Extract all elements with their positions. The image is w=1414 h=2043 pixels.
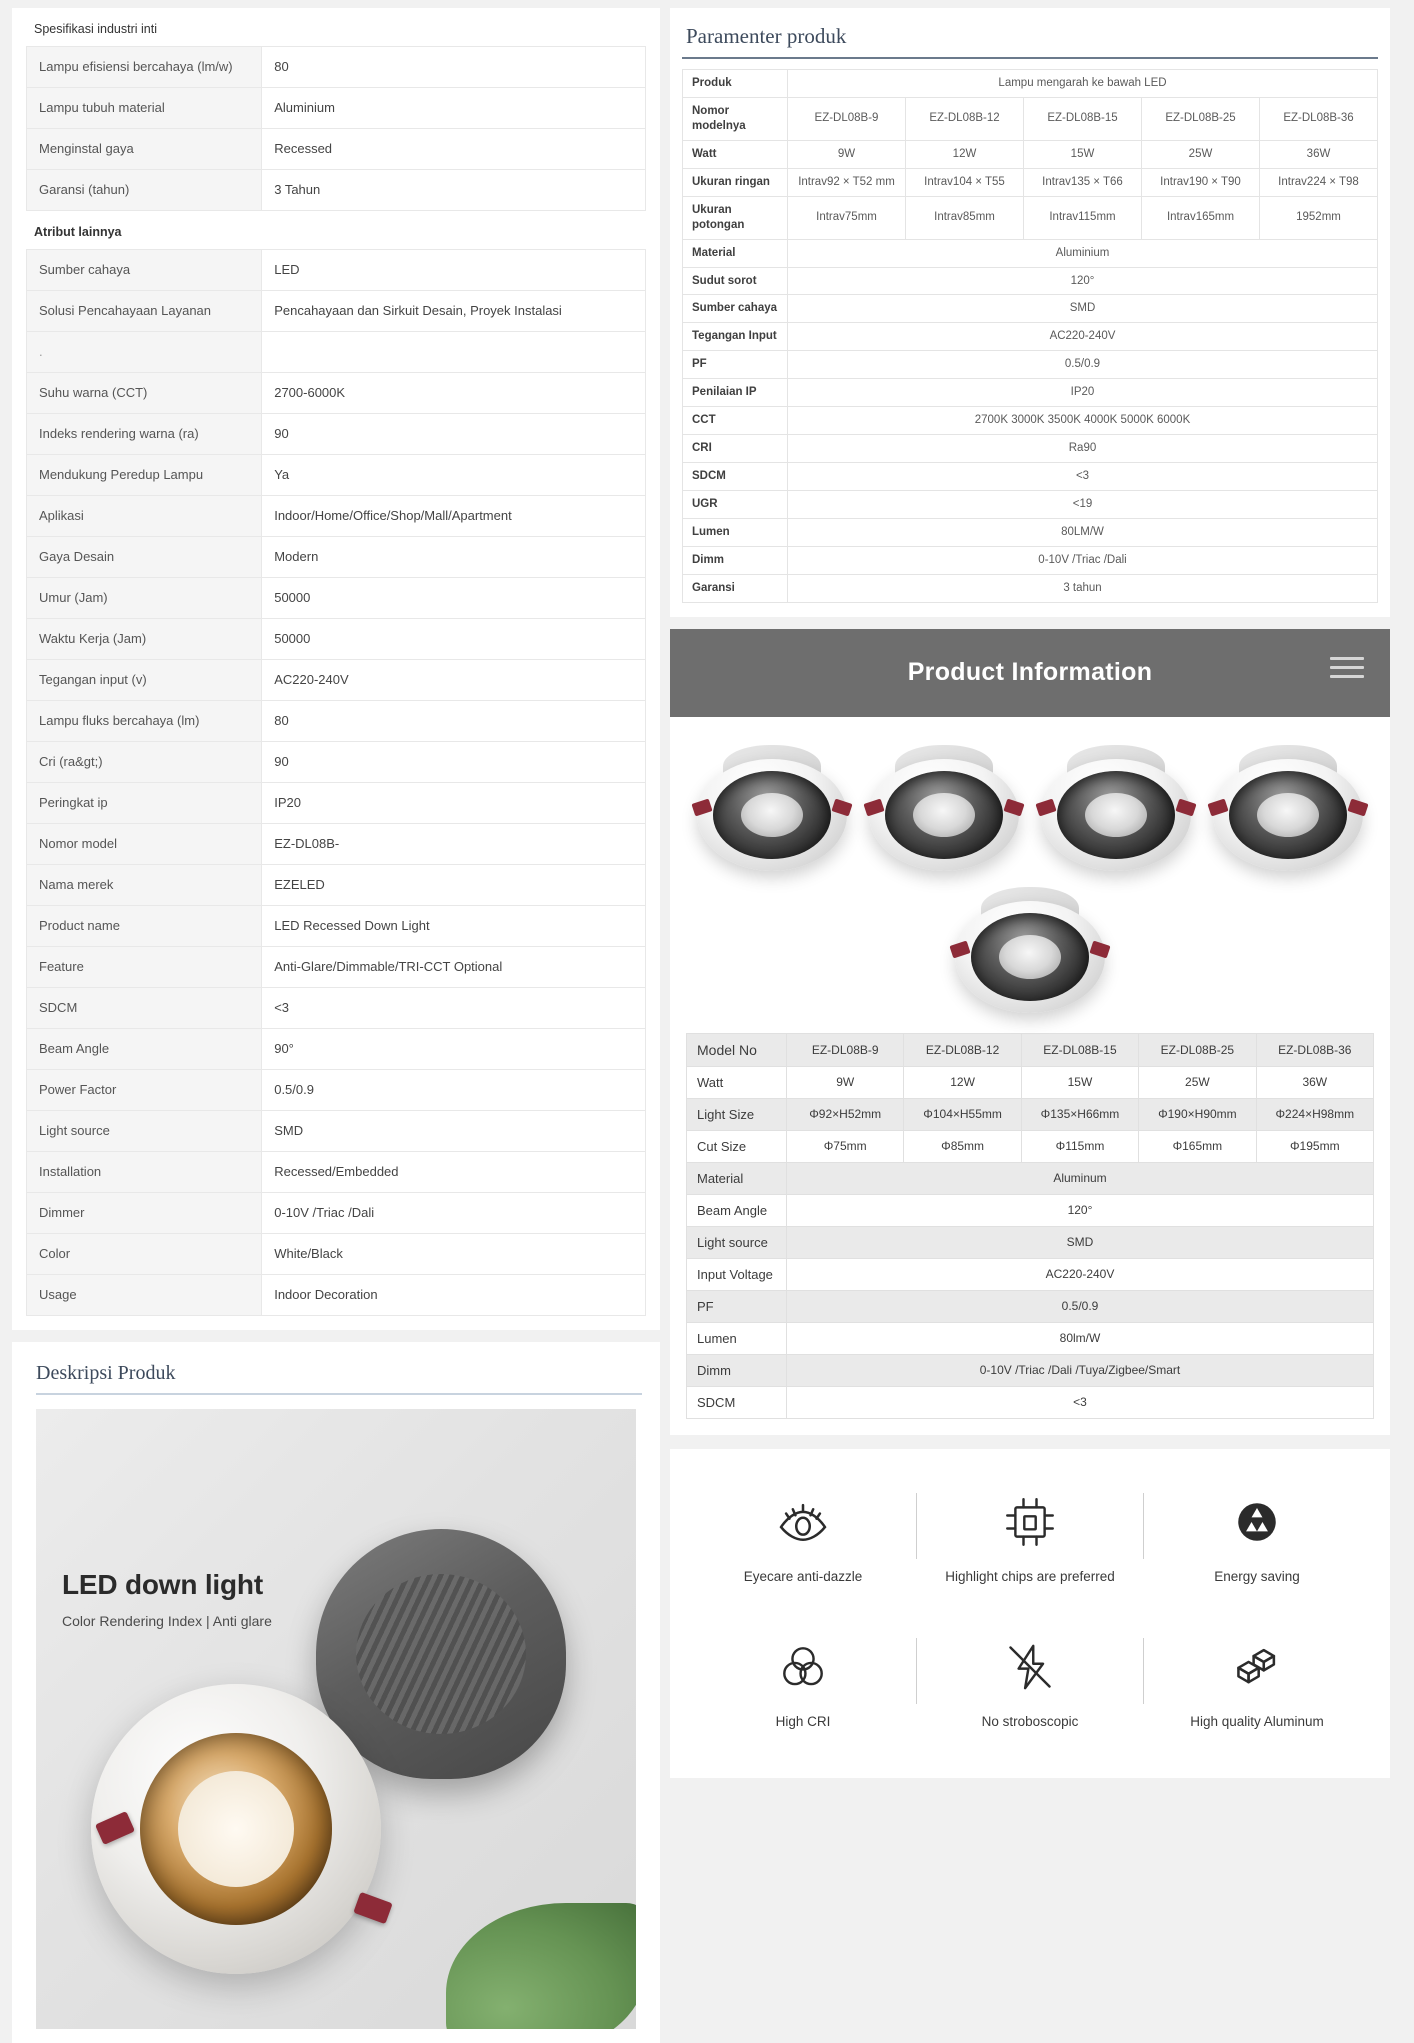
- table-row: [27, 496, 646, 537]
- parameter-divider: [682, 57, 1378, 59]
- color-circles-icon: [698, 1636, 908, 1698]
- spec-value: <3: [262, 988, 646, 1029]
- table-row: [27, 742, 646, 783]
- spec-key: Tegangan input (v): [27, 660, 262, 701]
- table-row: [27, 660, 646, 701]
- spec-key: .: [27, 332, 262, 373]
- spec-value: IP20: [262, 783, 646, 824]
- table-row: [27, 1275, 646, 1316]
- feature-item: [1144, 1636, 1370, 1732]
- table-row: [683, 267, 1378, 295]
- chip-icon: [925, 1491, 1135, 1553]
- spec-value: [262, 332, 646, 373]
- param-key: Dimm: [683, 546, 788, 574]
- param-value: 80LM/W: [788, 518, 1378, 546]
- table-row: [687, 1386, 1374, 1418]
- feature-label: No stroboscopic: [981, 1714, 1079, 1730]
- spec-value: EZ-DL08B-: [262, 824, 646, 865]
- product-information-card: [670, 629, 1390, 1435]
- param-value: 15W: [1024, 140, 1142, 168]
- spec-key: Waktu Kerja (Jam): [27, 619, 262, 660]
- spec-value: EZ-DL08B-12: [904, 1033, 1021, 1066]
- spec-value: Modern: [262, 537, 646, 578]
- spec-key: Nama merek: [27, 865, 262, 906]
- aluminum-blocks-icon: [1152, 1636, 1362, 1698]
- table-row: [683, 491, 1378, 519]
- param-value: Ra90: [788, 435, 1378, 463]
- spec-key: Input Voltage: [687, 1258, 787, 1290]
- table-row: [683, 70, 1378, 98]
- param-value: 0-10V /Triac /Dali: [788, 546, 1378, 574]
- spec-key: Material: [687, 1162, 787, 1194]
- table-row: [687, 1354, 1374, 1386]
- spec-value: Indoor Decoration: [262, 1275, 646, 1316]
- table-row: [687, 1033, 1374, 1066]
- spec-value: AC220-240V: [787, 1258, 1374, 1290]
- param-value: 2700K 3000K 3500K 4000K 5000K 6000K: [788, 407, 1378, 435]
- spec-key: Peringkat ip: [27, 783, 262, 824]
- feature-highlights-panel: [670, 1449, 1390, 1778]
- param-key: Tegangan Input: [683, 323, 788, 351]
- spec-value: Φ135×H66mm: [1021, 1098, 1138, 1130]
- parameter-card: [670, 8, 1390, 617]
- spec-value: Anti-Glare/Dimmable/TRI-CCT Optional: [262, 947, 646, 988]
- param-value: Lampu mengarah ke bawah LED: [788, 70, 1378, 98]
- spec-key: Suhu warna (CCT): [27, 373, 262, 414]
- spec-value: LED: [262, 250, 646, 291]
- spec-value: SMD: [262, 1111, 646, 1152]
- table-row: [683, 463, 1378, 491]
- param-value: AC220-240V: [788, 323, 1378, 351]
- param-value: Intrav92 × T52 mm: [788, 168, 906, 196]
- spec-value: EZ-DL08B-25: [1139, 1033, 1256, 1066]
- description-title: Deskripsi Produk: [36, 1362, 176, 1384]
- table-row: [687, 1194, 1374, 1226]
- param-value: 12W: [906, 140, 1024, 168]
- param-value: EZ-DL08B-25: [1142, 97, 1260, 140]
- spec-key: Dimm: [687, 1354, 787, 1386]
- param-key: Sudut sorot: [683, 267, 788, 295]
- param-key: Ukuran potongan: [683, 196, 788, 239]
- param-key: Garansi: [683, 574, 788, 602]
- spec-value: 80: [262, 47, 646, 88]
- spec-value: 90: [262, 742, 646, 783]
- param-key: UGR: [683, 491, 788, 519]
- feature-item: [690, 1491, 916, 1587]
- table-row: [27, 88, 646, 129]
- table-row: [27, 170, 646, 211]
- downlight-photo: [955, 887, 1105, 1015]
- spec-key: Sumber cahaya: [27, 250, 262, 291]
- table-row: [27, 701, 646, 742]
- left-column: [0, 0, 660, 2043]
- feature-item: [1144, 1491, 1370, 1587]
- param-key: Watt: [683, 140, 788, 168]
- table-row: [27, 332, 646, 373]
- table-row: [27, 1111, 646, 1152]
- specifications-panel: [12, 8, 660, 1330]
- table-row: [683, 435, 1378, 463]
- param-value: EZ-DL08B-15: [1024, 97, 1142, 140]
- spec-key: Cut Size: [687, 1130, 787, 1162]
- feature-label: High CRI: [775, 1714, 831, 1730]
- param-value: 120°: [788, 267, 1378, 295]
- spec-value: AC220-240V: [262, 660, 646, 701]
- core-spec-title: Spesifikasi industri inti: [34, 22, 157, 36]
- table-row: [683, 574, 1378, 602]
- param-key: PF: [683, 351, 788, 379]
- table-row: [687, 1226, 1374, 1258]
- table-row: [27, 414, 646, 455]
- param-value: Intrav115mm: [1024, 196, 1142, 239]
- param-value: 36W: [1260, 140, 1378, 168]
- table-row: [683, 196, 1378, 239]
- table-row: [683, 518, 1378, 546]
- spec-key: Light Size: [687, 1098, 787, 1130]
- spec-value: 0.5/0.9: [262, 1070, 646, 1111]
- spec-value: EZ-DL08B-9: [787, 1033, 904, 1066]
- spec-key: Cri (ra&gt;): [27, 742, 262, 783]
- table-row: [683, 97, 1378, 140]
- table-row: [27, 619, 646, 660]
- spec-key: Umur (Jam): [27, 578, 262, 619]
- table-row: [27, 1070, 646, 1111]
- param-value: IP20: [788, 379, 1378, 407]
- spec-key: Mendukung Peredup Lampu: [27, 455, 262, 496]
- table-row: [27, 373, 646, 414]
- spec-value: 50000: [262, 578, 646, 619]
- spec-value: 80: [262, 701, 646, 742]
- table-row: [687, 1130, 1374, 1162]
- description-divider: [36, 1393, 642, 1395]
- param-value: Intrav165mm: [1142, 196, 1260, 239]
- table-row: [27, 1234, 646, 1275]
- spec-key: Aplikasi: [27, 496, 262, 537]
- param-value: Intrav75mm: [788, 196, 906, 239]
- table-row: [27, 824, 646, 865]
- spec-value: 120°: [787, 1194, 1374, 1226]
- param-key: Ukuran ringan: [683, 168, 788, 196]
- spec-value: Indoor/Home/Office/Shop/Mall/Apartment: [262, 496, 646, 537]
- table-row: [683, 323, 1378, 351]
- spec-key: Nomor model: [27, 824, 262, 865]
- recycle-icon: [1152, 1491, 1362, 1553]
- product-banner-image: [36, 1409, 636, 2029]
- spec-key: Model No: [687, 1033, 787, 1066]
- param-value: <19: [788, 491, 1378, 519]
- param-value: Intrav224 × T98: [1260, 168, 1378, 196]
- param-key: Produk: [683, 70, 788, 98]
- spec-key: Garansi (tahun): [27, 170, 262, 211]
- spec-value: Φ85mm: [904, 1130, 1021, 1162]
- param-value: Intrav135 × T66: [1024, 168, 1142, 196]
- param-key: Material: [683, 239, 788, 267]
- spec-value: Φ92×H52mm: [787, 1098, 904, 1130]
- spec-value: Aluminum: [787, 1162, 1374, 1194]
- param-value: 1952mm: [1260, 196, 1378, 239]
- feature-row-top: [690, 1491, 1370, 1587]
- spec-value: <3: [787, 1386, 1374, 1418]
- param-value: EZ-DL08B-12: [906, 97, 1024, 140]
- table-row: [27, 865, 646, 906]
- table-row: [27, 783, 646, 824]
- param-key: SDCM: [683, 463, 788, 491]
- table-row: [27, 455, 646, 496]
- spec-key: SDCM: [687, 1386, 787, 1418]
- param-value: 9W: [788, 140, 906, 168]
- spec-key: Lampu efisiensi bercahaya (lm/w): [27, 47, 262, 88]
- feature-label: High quality Aluminum: [1190, 1714, 1324, 1730]
- param-key: Lumen: [683, 518, 788, 546]
- english-spec-table: [686, 1033, 1374, 1419]
- spec-value: 90: [262, 414, 646, 455]
- table-row: [27, 129, 646, 170]
- param-key: Penilaian IP: [683, 379, 788, 407]
- param-value: Intrav104 × T55: [906, 168, 1024, 196]
- banner-subline: Color Rendering Index | Anti glare: [62, 1613, 272, 1629]
- spec-value: 15W: [1021, 1066, 1138, 1098]
- spec-value: EZELED: [262, 865, 646, 906]
- param-value: 3 tahun: [788, 574, 1378, 602]
- table-row: [683, 546, 1378, 574]
- param-value: Intrav85mm: [906, 196, 1024, 239]
- spec-key: Lumen: [687, 1322, 787, 1354]
- menu-lines-icon: [1330, 657, 1364, 684]
- spec-value: Aluminium: [262, 88, 646, 129]
- spec-value: Recessed: [262, 129, 646, 170]
- param-key: CRI: [683, 435, 788, 463]
- param-value: EZ-DL08B-36: [1260, 97, 1378, 140]
- spec-value: Φ75mm: [787, 1130, 904, 1162]
- spec-value: Φ115mm: [1021, 1130, 1138, 1162]
- downlight-photo: [1213, 745, 1363, 873]
- spec-value: Pencahayaan dan Sirkuit Desain, Proyek Instalasi: [262, 291, 646, 332]
- lamp-housing-graphic: [316, 1529, 566, 1779]
- spec-key: Light source: [687, 1226, 787, 1258]
- spec-key: Product name: [27, 906, 262, 947]
- table-row: [27, 906, 646, 947]
- table-row: [683, 140, 1378, 168]
- right-column: [660, 0, 1402, 1778]
- table-row: [27, 988, 646, 1029]
- parameter-table: [682, 69, 1378, 603]
- spec-key: Usage: [27, 1275, 262, 1316]
- spec-value: Φ224×H98mm: [1256, 1098, 1373, 1130]
- table-row: [687, 1258, 1374, 1290]
- feature-row-bottom: [690, 1636, 1370, 1732]
- feature-label: Eyecare anti-dazzle: [743, 1568, 863, 1584]
- table-row: [687, 1098, 1374, 1130]
- spec-value: Φ195mm: [1256, 1130, 1373, 1162]
- spec-value: Φ104×H55mm: [904, 1098, 1021, 1130]
- downlight-photo: [1041, 745, 1191, 873]
- spring-clip-graphic: [353, 1892, 392, 1924]
- core-spec-table: [26, 46, 646, 211]
- param-value: 25W: [1142, 140, 1260, 168]
- spec-key: Light source: [27, 1111, 262, 1152]
- param-value: EZ-DL08B-9: [788, 97, 906, 140]
- spec-value: Recessed/Embedded: [262, 1152, 646, 1193]
- feature-item: [690, 1636, 916, 1732]
- banner-text-block: [62, 1569, 272, 1629]
- spec-key: Indeks rendering warna (ra): [27, 414, 262, 455]
- spec-key: Dimmer: [27, 1193, 262, 1234]
- spec-value: 0-10V /Triac /Dali: [262, 1193, 646, 1234]
- spec-key: Color: [27, 1234, 262, 1275]
- spec-key: Installation: [27, 1152, 262, 1193]
- product-photo-grid: [686, 731, 1374, 1033]
- spec-value: 50000: [262, 619, 646, 660]
- lamp-front-graphic: [91, 1684, 381, 1974]
- table-row: [683, 239, 1378, 267]
- table-row: [683, 351, 1378, 379]
- table-row: [27, 1029, 646, 1070]
- spec-value: EZ-DL08B-15: [1021, 1033, 1138, 1066]
- spec-value: White/Black: [262, 1234, 646, 1275]
- param-value: Aluminium: [788, 239, 1378, 267]
- product-description-panel: [12, 1342, 660, 2043]
- eye-icon: [698, 1491, 908, 1553]
- spec-value: 0.5/0.9: [787, 1290, 1374, 1322]
- spec-value: 0-10V /Triac /Dali /Tuya/Zigbee/Smart: [787, 1354, 1374, 1386]
- spec-value: 3 Tahun: [262, 170, 646, 211]
- param-key: Nomor modelnya: [683, 97, 788, 140]
- other-attributes-title: Atribut lainnya: [34, 225, 122, 239]
- parameter-title: Paramenter produk: [686, 24, 847, 48]
- spec-key: Gaya Desain: [27, 537, 262, 578]
- downlight-photo: [697, 745, 847, 873]
- feature-label: Highlight chips are preferred: [945, 1568, 1115, 1584]
- table-row: [27, 578, 646, 619]
- spec-key: Feature: [27, 947, 262, 988]
- spec-key: Lampu fluks bercahaya (lm): [27, 701, 262, 742]
- product-information-title: Product Information: [907, 658, 1153, 687]
- no-strobe-icon: [925, 1636, 1135, 1698]
- table-row: [27, 1152, 646, 1193]
- downlight-photo: [869, 745, 1019, 873]
- table-row: [683, 295, 1378, 323]
- table-row: [27, 47, 646, 88]
- param-value: <3: [788, 463, 1378, 491]
- product-information-body: [670, 717, 1390, 1435]
- spec-value: Φ165mm: [1139, 1130, 1256, 1162]
- table-row: [683, 407, 1378, 435]
- table-row: [687, 1066, 1374, 1098]
- feature-label: Energy saving: [1214, 1568, 1300, 1584]
- table-row: [683, 168, 1378, 196]
- feature-item: [917, 1491, 1143, 1587]
- table-row: [27, 250, 646, 291]
- param-value: SMD: [788, 295, 1378, 323]
- table-row: [687, 1290, 1374, 1322]
- spec-value: 80lm/W: [787, 1322, 1374, 1354]
- spec-key: Watt: [687, 1066, 787, 1098]
- table-row: [27, 537, 646, 578]
- table-row: [683, 379, 1378, 407]
- spec-value: 36W: [1256, 1066, 1373, 1098]
- heatsink-fins-graphic: [356, 1574, 526, 1734]
- param-key: CCT: [683, 407, 788, 435]
- spec-value: 9W: [787, 1066, 904, 1098]
- table-row: [27, 1193, 646, 1234]
- feature-item: [917, 1636, 1143, 1732]
- param-value: Intrav190 × T90: [1142, 168, 1260, 196]
- spec-key: SDCM: [27, 988, 262, 1029]
- param-value: 0.5/0.9: [788, 351, 1378, 379]
- product-information-banner: [670, 629, 1390, 717]
- spec-value: 12W: [904, 1066, 1021, 1098]
- spec-value: Ya: [262, 455, 646, 496]
- spec-value: Φ190×H90mm: [1139, 1098, 1256, 1130]
- table-row: [27, 291, 646, 332]
- spec-value: 90°: [262, 1029, 646, 1070]
- spec-key: Beam Angle: [27, 1029, 262, 1070]
- table-row: [27, 947, 646, 988]
- spec-key: Power Factor: [27, 1070, 262, 1111]
- table-row: [687, 1322, 1374, 1354]
- banner-headline: LED down light: [62, 1569, 263, 1600]
- spec-key: Solusi Pencahayaan Layanan: [27, 291, 262, 332]
- spec-key: Lampu tubuh material: [27, 88, 262, 129]
- spec-value: 25W: [1139, 1066, 1256, 1098]
- param-key: Sumber cahaya: [683, 295, 788, 323]
- spec-value: LED Recessed Down Light: [262, 906, 646, 947]
- spec-value: EZ-DL08B-36: [1256, 1033, 1373, 1066]
- spec-key: PF: [687, 1290, 787, 1322]
- spec-value: 2700-6000K: [262, 373, 646, 414]
- spec-key: Menginstal gaya: [27, 129, 262, 170]
- spec-key: Beam Angle: [687, 1194, 787, 1226]
- table-row: [687, 1162, 1374, 1194]
- spec-value: SMD: [787, 1226, 1374, 1258]
- other-spec-table: [26, 249, 646, 1316]
- plant-leaf-graphic: [446, 1903, 636, 2029]
